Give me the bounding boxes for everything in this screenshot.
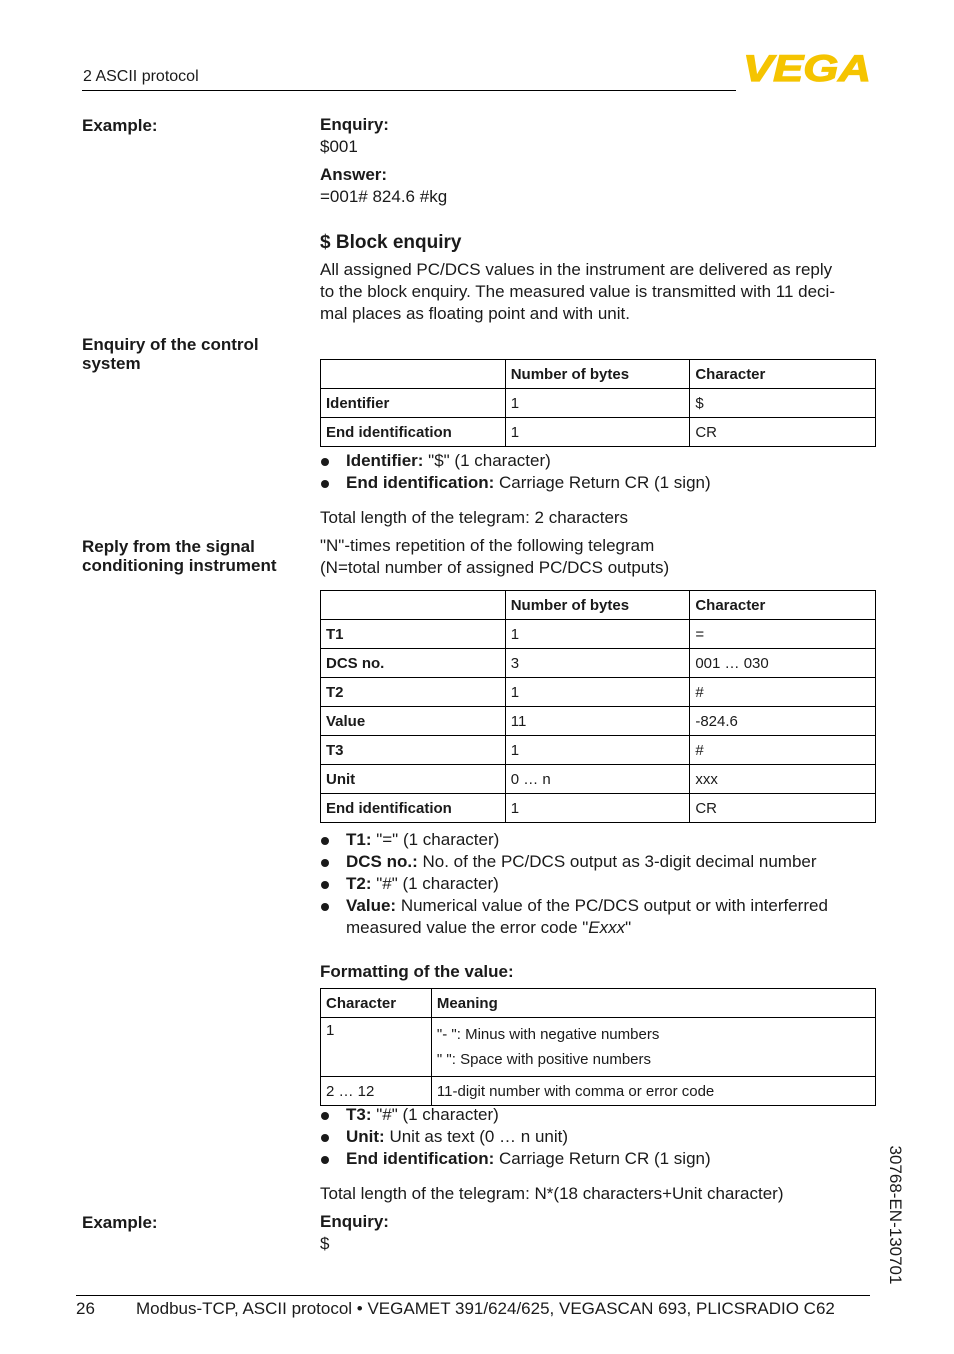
table-cell: 1 bbox=[505, 794, 690, 823]
table-cell: T1 bbox=[321, 620, 506, 649]
enquiry-value: $001 bbox=[320, 137, 358, 156]
table-row bbox=[321, 794, 876, 823]
example-label-2: Example: bbox=[82, 1213, 158, 1232]
reply-bullet-list bbox=[320, 829, 880, 939]
table-cell: 3 bbox=[505, 649, 690, 678]
table-cell: Unit bbox=[321, 765, 506, 794]
page-number: 26 bbox=[76, 1299, 95, 1318]
table-cell: 1 bbox=[505, 389, 690, 418]
table-row bbox=[321, 765, 876, 794]
table-header-cell bbox=[321, 360, 506, 389]
table-cell bbox=[431, 1018, 875, 1077]
table-header-cell: Number of bytes bbox=[505, 591, 690, 620]
reply-table bbox=[320, 590, 876, 823]
label-line: Reply from the signal bbox=[82, 537, 255, 556]
example-label: Example: bbox=[82, 116, 158, 135]
list-item: DCS no.: No. of the PC/DCS output as 3-digit decimal number bbox=[320, 851, 880, 873]
table-cell: End identification bbox=[321, 794, 506, 823]
enquiry-total-length: Total length of the telegram: 2 characters bbox=[320, 508, 629, 527]
label-line: Enquiry of the control bbox=[82, 335, 259, 354]
intro-line: "N"-times repetition of the following telegram bbox=[320, 536, 655, 555]
table-header-cell: Character bbox=[321, 989, 432, 1018]
section-title: $ Block enquiry bbox=[320, 232, 462, 253]
table-header-cell: Character bbox=[690, 591, 876, 620]
header-rule bbox=[82, 90, 736, 91]
table-cell: Identifier bbox=[321, 389, 506, 418]
table-cell: T3 bbox=[321, 736, 506, 765]
table-header-row bbox=[321, 591, 876, 620]
table-cell: 2 … 12 bbox=[321, 1077, 432, 1106]
table-cell: Value bbox=[321, 707, 506, 736]
control-system-label bbox=[82, 335, 259, 373]
table-row bbox=[321, 620, 876, 649]
enquiry-bullet-list bbox=[320, 450, 880, 494]
enquiry-table bbox=[320, 359, 876, 447]
answer-value: =001# 824.6 #kg bbox=[320, 187, 448, 206]
table-cell: DCS no. bbox=[321, 649, 506, 678]
enquiry-label: Enquiry: bbox=[320, 115, 389, 134]
list-item: Identifier: "$" (1 character) bbox=[320, 450, 880, 472]
table-row bbox=[321, 649, 876, 678]
table-cell: End identification bbox=[321, 418, 506, 447]
table-row bbox=[321, 707, 876, 736]
list-item: T3: "#" (1 character) bbox=[320, 1104, 880, 1126]
label-line: conditioning instrument bbox=[82, 556, 277, 575]
table-cell: 11-digit number with comma or error code bbox=[431, 1077, 875, 1106]
table-cell: 1 bbox=[505, 736, 690, 765]
table-cell: CR bbox=[690, 794, 876, 823]
formatting-table bbox=[320, 988, 876, 1106]
table-cell: 11 bbox=[505, 707, 690, 736]
list-item: Value: Numerical value of the PC/DCS output or with interferred measured value the error code "Exxx" bbox=[320, 895, 880, 939]
section-intro bbox=[320, 259, 880, 325]
table-row bbox=[321, 418, 876, 447]
table-row bbox=[321, 1018, 876, 1077]
table-cell: T2 bbox=[321, 678, 506, 707]
table-row bbox=[321, 678, 876, 707]
list-item: T1: "=" (1 character) bbox=[320, 829, 880, 851]
example-block-2 bbox=[320, 1211, 880, 1255]
list-item: Unit: Unit as text (0 … n unit) bbox=[320, 1126, 880, 1148]
answer-label: Answer: bbox=[320, 165, 388, 184]
enquiry-label: Enquiry: bbox=[320, 1212, 389, 1231]
meaning-line: "- ": Minus with negative numbers bbox=[436, 1026, 660, 1043]
table-row bbox=[321, 389, 876, 418]
table-cell: 1 bbox=[321, 1018, 432, 1077]
table-header-row bbox=[321, 989, 876, 1018]
table-cell: CR bbox=[690, 418, 876, 447]
intro-line: (N=total number of assigned PC/DCS outputs) bbox=[320, 558, 670, 577]
table-cell: xxx bbox=[690, 765, 876, 794]
intro-line: All assigned PC/DCS values in the instrument are delivered as reply bbox=[320, 260, 833, 279]
label-line: system bbox=[82, 354, 141, 373]
reply-bullet-list-2 bbox=[320, 1104, 880, 1170]
table-cell: = bbox=[690, 620, 876, 649]
table-cell: 0 … n bbox=[505, 765, 690, 794]
table-header-cell: Number of bytes bbox=[505, 360, 690, 389]
running-header: 2 ASCII protocol bbox=[83, 68, 199, 85]
table-header-row bbox=[321, 360, 876, 389]
table-row bbox=[321, 1077, 876, 1106]
meaning-line: " ": Space with positive numbers bbox=[436, 1051, 652, 1068]
table-cell: 1 bbox=[505, 418, 690, 447]
block-enquiry-section bbox=[320, 232, 880, 325]
table-header-cell bbox=[321, 591, 506, 620]
reply-total-length: Total length of the telegram: N*(18 characters+Unit character) bbox=[320, 1184, 784, 1203]
document-number-text: 30768-EN-130701 bbox=[886, 1145, 905, 1285]
table-row bbox=[321, 736, 876, 765]
formatting-title: Formatting of the value: bbox=[320, 962, 514, 981]
table-cell: $ bbox=[690, 389, 876, 418]
footer-rule bbox=[76, 1295, 870, 1296]
vega-logo-text: VEGA bbox=[743, 52, 871, 84]
vega-logo bbox=[741, 52, 873, 84]
table-cell: # bbox=[690, 736, 876, 765]
table-cell: 1 bbox=[505, 678, 690, 707]
table-cell: 001 … 030 bbox=[690, 649, 876, 678]
list-item: End identification: Carriage Return CR (1 sign) bbox=[320, 472, 880, 494]
intro-line: mal places as floating point and with unit. bbox=[320, 304, 630, 323]
footer-title: Modbus-TCP, ASCII protocol • VEGAMET 391/624/625, VEGASCAN 693, PLICSRADIO C62 bbox=[136, 1299, 835, 1318]
enquiry-value: $ bbox=[320, 1234, 330, 1253]
intro-line: to the block enquiry. The measured value is transmitted with 11 deci- bbox=[320, 282, 835, 301]
list-item: T2: "#" (1 character) bbox=[320, 873, 880, 895]
document-number bbox=[885, 1140, 905, 1290]
table-header-cell: Character bbox=[690, 360, 876, 389]
example-block bbox=[320, 114, 880, 208]
table-cell: -824.6 bbox=[690, 707, 876, 736]
reply-intro bbox=[320, 535, 880, 579]
list-item: End identification: Carriage Return CR (1 sign) bbox=[320, 1148, 880, 1170]
table-cell: # bbox=[690, 678, 876, 707]
table-header-cell: Meaning bbox=[431, 989, 875, 1018]
table-cell: 1 bbox=[505, 620, 690, 649]
reply-label bbox=[82, 537, 277, 575]
